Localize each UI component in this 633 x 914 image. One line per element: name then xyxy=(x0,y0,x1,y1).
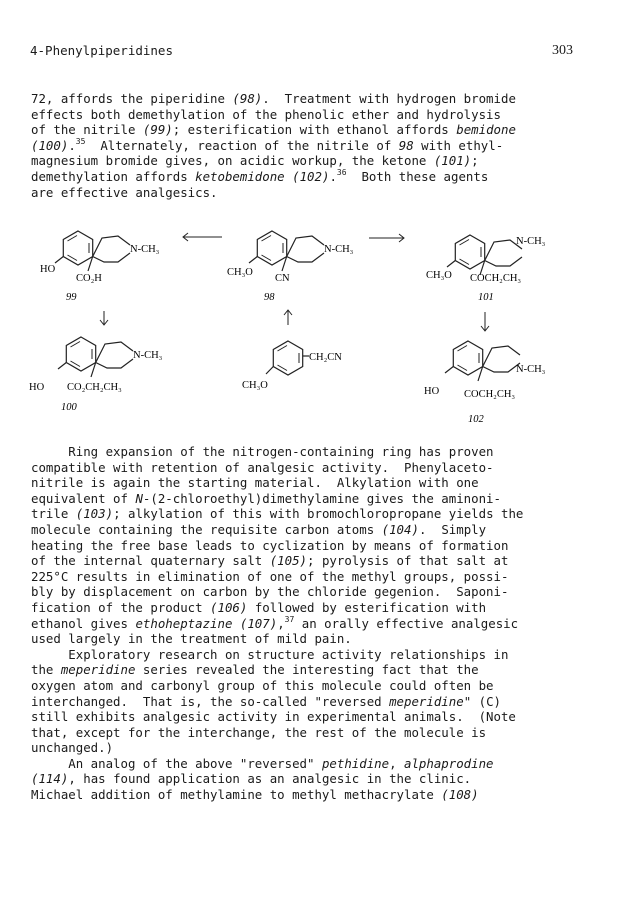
text-run: (114) xyxy=(31,771,69,787)
text-run: , has found application as an analgesic in the clinic. xyxy=(68,771,472,787)
text-run: that, except for the interchange, the rest of the molecule is xyxy=(31,724,487,740)
text-line xyxy=(31,460,601,476)
text-run: ethanol gives xyxy=(31,615,136,631)
text-run: 98 xyxy=(398,137,414,153)
text-run: alphaprodine xyxy=(404,755,494,771)
text-line xyxy=(31,771,601,787)
text-line xyxy=(31,662,601,678)
text-run: oxygen atom and carbonyl group of this molecule could often be xyxy=(31,677,494,693)
text-line xyxy=(31,506,601,522)
ester-label: CO₂CH₂CH₃ xyxy=(67,382,122,393)
text-run: (106) xyxy=(210,599,248,615)
text-run: . Simply xyxy=(418,521,487,537)
hydroxy-label: HO xyxy=(424,386,440,397)
compound-number: 100 xyxy=(61,402,77,413)
text-run: are effective analgesics. xyxy=(31,184,218,200)
text-run: , xyxy=(389,755,404,771)
text-run: magnesium bromide gives, on acidic workup, the ketone xyxy=(31,153,434,169)
text-run: , affords the piperidine xyxy=(45,91,233,106)
text-line xyxy=(31,725,601,741)
text-run: . xyxy=(329,168,337,184)
n-methyl-label: N-CH₃ xyxy=(133,350,163,361)
text-line xyxy=(31,616,601,632)
hydroxy-label: HO xyxy=(40,264,56,275)
compound-number: 101 xyxy=(478,292,494,303)
methoxy-label: CH₃O xyxy=(426,270,452,281)
text-run: (101) xyxy=(433,153,472,169)
text-run: 225°C results in elimination of one of the methyl groups, possi- xyxy=(31,568,509,584)
text-run: Ring expansion of the nitrogen-containing ring has proven xyxy=(31,444,494,459)
text-run: Both these agents xyxy=(346,168,489,184)
footnote-ref: 37 xyxy=(284,614,295,624)
text-line xyxy=(31,694,601,710)
text-run: Exploratory research on structure activity relationships in xyxy=(31,646,509,662)
text-run: (103) xyxy=(75,506,114,522)
text-run: (105) xyxy=(269,553,308,569)
text-run: . Treatment with hydrogen bromide xyxy=(262,91,516,106)
compound-102 xyxy=(424,341,546,425)
text-run xyxy=(232,616,239,631)
text-line xyxy=(31,787,601,803)
compound-99 xyxy=(40,231,160,303)
compound-number: 102 xyxy=(468,414,484,425)
text-run: (107) xyxy=(239,615,278,631)
text-line xyxy=(31,553,601,569)
text-run: used largely in the treatment of mild pain. xyxy=(31,631,352,647)
text-run: bemidone xyxy=(456,122,516,138)
text-run: followed by esterification with xyxy=(247,599,487,615)
text-run: heating the free base leads to cyclization by means of formation xyxy=(31,537,509,553)
reaction-scheme xyxy=(0,0,633,440)
arrow-precursor-to-98 xyxy=(284,310,292,325)
text-run: of the nitrile xyxy=(31,122,143,138)
running-title: 4-Phenylpiperidines xyxy=(30,43,173,58)
text-run: of the internal quaternary salt xyxy=(31,553,270,569)
n-methyl-label: N-CH₃ xyxy=(516,364,546,375)
text-run: -(2-chloroethyl)dimethylamine gives the aminoni- xyxy=(142,490,501,506)
page-number: 303 xyxy=(552,43,573,58)
text-line xyxy=(31,584,601,600)
text-run: ; pyrolysis of that salt at xyxy=(307,553,509,569)
text-line xyxy=(31,756,601,772)
propionyl-label: COCH₂CH₃ xyxy=(464,389,516,400)
text-run: equivalent of xyxy=(31,490,136,506)
text-line xyxy=(31,538,601,554)
text-run: (104) xyxy=(381,521,419,537)
text-run: (108) xyxy=(441,787,479,803)
text-run: the xyxy=(31,662,61,678)
text-run: series revealed the interesting fact that the xyxy=(135,662,479,678)
text-line xyxy=(31,678,601,694)
compound-number: 98 xyxy=(264,292,275,303)
text-run: (102) xyxy=(292,168,330,184)
text-run: Alternately, reaction of the nitrile of xyxy=(85,137,399,153)
text-run: molecule containing the requisite carbon atoms xyxy=(31,521,382,537)
text-line xyxy=(31,647,601,663)
text-run: Michael addition of methylamine to methyl methacrylate xyxy=(31,787,442,803)
footnote-ref: 35 xyxy=(75,136,86,146)
n-methyl-label: N-CH₃ xyxy=(324,244,354,255)
compound-101 xyxy=(426,235,546,303)
n-methyl-label: N-CH₃ xyxy=(130,244,160,255)
text-line xyxy=(31,475,601,491)
text-run: nitrile is again the starting material. Alkylation with one xyxy=(31,475,479,491)
compound-100 xyxy=(29,337,163,413)
text-line xyxy=(31,740,601,756)
paragraph-ring-expansion xyxy=(31,444,601,803)
text-run: . xyxy=(68,137,76,153)
text-run: bly by displacement on carbon by the chloride gegenion. Saponi- xyxy=(31,584,509,600)
compound-98 xyxy=(227,231,354,303)
footnote-ref: 36 xyxy=(336,167,347,177)
text-run: meperidine xyxy=(60,662,136,678)
cyanomethyl-label: CH₂CN xyxy=(309,352,342,363)
text-line xyxy=(31,600,601,616)
carboxy-label: CO₂H xyxy=(76,273,102,284)
text-line xyxy=(31,569,601,585)
text-run: (99) xyxy=(142,122,173,138)
text-run: ; alkylation of this with bromochloropropane yields the xyxy=(113,506,524,522)
text-run: an orally effective analgesic xyxy=(294,615,519,631)
text-run: ; esterification with ethanol affords xyxy=(172,122,457,138)
text-run: trile xyxy=(31,506,76,522)
text-run: (98) xyxy=(232,91,263,106)
text-run: effects both demethylation of the phenolic ether and hydrolysis xyxy=(31,106,501,122)
arrow-98-to-101 xyxy=(369,234,404,242)
text-line xyxy=(31,491,601,507)
arrow-99-to-100 xyxy=(100,311,108,325)
text-run: pethidine xyxy=(321,755,390,771)
text-run: ; xyxy=(471,153,479,169)
text-run: (100) xyxy=(31,137,69,153)
text-run: still exhibits analgesic activity in experimental animals. (Note xyxy=(31,709,516,725)
text-run: with ethyl- xyxy=(413,137,504,153)
text-line xyxy=(31,709,601,725)
text-run: demethylation affords xyxy=(31,168,196,184)
text-run: ethoheptazine xyxy=(135,615,233,631)
text-run: meperidine xyxy=(389,693,464,709)
text-run: interchanged. That is, the so-called "reversed xyxy=(31,693,390,709)
text-line xyxy=(31,631,601,647)
methoxy-label: CH₃O xyxy=(242,380,268,391)
methoxy-label: CH₃O xyxy=(227,267,253,278)
text-run: An analog of the above "reversed" xyxy=(31,755,322,771)
arrow-101-to-102 xyxy=(481,312,489,331)
n-methyl-label: N-CH₃ xyxy=(516,236,546,247)
text-line xyxy=(31,444,601,460)
text-run: fication of the product xyxy=(31,599,211,615)
text-run: ketobemidone xyxy=(195,168,285,184)
propionyl-label: COCH₂CH₃ xyxy=(470,273,522,284)
cyano-label: CN xyxy=(275,273,290,284)
text-run: unchanged.) xyxy=(31,740,114,756)
text-run: " (C) xyxy=(463,693,501,709)
text-run: 72 xyxy=(31,91,46,106)
compound-precursor xyxy=(242,341,342,391)
text-run: , xyxy=(277,615,285,631)
arrow-98-to-99 xyxy=(183,233,222,241)
hydroxy-label: HO xyxy=(29,382,45,393)
text-run: compatible with retention of analgesic activity. Phenylaceto- xyxy=(31,459,494,475)
text-run: N xyxy=(135,490,143,506)
compound-number: 99 xyxy=(66,292,77,303)
text-line xyxy=(31,522,601,538)
